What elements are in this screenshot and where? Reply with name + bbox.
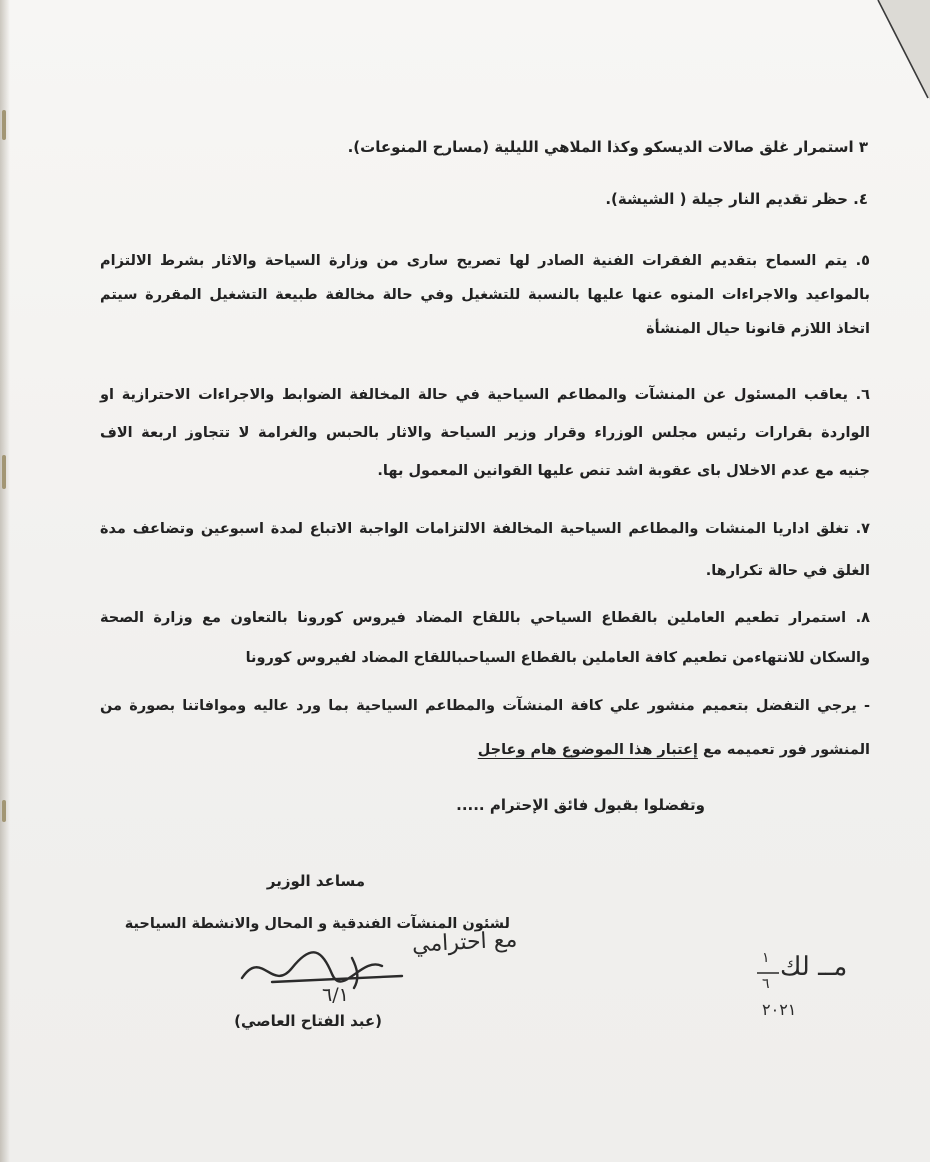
- page-edge-shadow: [0, 0, 10, 1162]
- margin-note-text: مــ لك: [780, 952, 848, 982]
- closing-line: وتفضلوا بقبول فائق الإحترام .....: [456, 796, 705, 814]
- request-paragraph: [100, 684, 870, 772]
- item-8-line: والسكان للانتهاءمن تطعيم كافة العاملين بالقطاع السياحىباللقاح المضاد لفيروس كورونا: [245, 650, 870, 666]
- margin-note-fraction-bottom: ٦: [762, 976, 770, 992]
- signatory-department: لشئون المنشآت الفندقية و المحال والانشطة السياحية: [124, 916, 510, 932]
- signatory-title: مساعد الوزير: [266, 872, 365, 890]
- item-4: ٤. حظر تقديم النار جيلة ( الشيشة).: [605, 190, 868, 208]
- item-5: [100, 244, 870, 346]
- request-line: - يرجي التفضل بتعميم منشور علي كافة المنشآت والمطاعم السياحية بما ورد عاليه وموافاتنا بصورة من: [100, 698, 870, 714]
- folded-corner: [870, 0, 930, 110]
- item-7: [100, 508, 870, 592]
- item-8-line: ٨. استمرار تطعيم العاملين بالقطاع السياحي باللقاح المضاد فيروس كورونا بالتعاون مع وزارة الصحة: [100, 610, 870, 626]
- margin-mark: [2, 110, 6, 140]
- item-5-line: اتخاذ اللازم قانونا حيال المنشأة: [646, 321, 870, 337]
- item-8: [100, 598, 870, 678]
- urgent-emphasis: إعتبار هذا الموضوع هام وعاجل: [477, 742, 698, 758]
- handwritten-note: مع احترامي: [411, 927, 518, 958]
- margin-note-year: ٢٠٢١: [762, 1000, 797, 1019]
- margin-mark: [2, 800, 6, 822]
- request-line-text: المنشور فور تعميمه مع: [703, 742, 870, 758]
- item-6: [100, 376, 870, 490]
- item-5-line: ٥. يتم السماح بتقديم الفقرات الفنية الصادر لها تصريح سارى من وزارة السياحة والاثار بشرط الالتزام: [100, 253, 870, 269]
- item-6-line: ٦. يعاقب المسئول عن المنشآت والمطاعم السياحية في حالة المخالفة الضوابط والاجراءات الاحترازية او: [100, 387, 870, 403]
- signatory-name: (عبد الفتاح العاصي): [234, 1012, 382, 1030]
- item-5-line: بالمواعيد والاجراءات المنوه عنها عليها بالنسبة للتشغيل وفي حالة مخالفة طبيعة التشغيل المقررة سيتم: [100, 287, 870, 303]
- item-3: ٣ استمرار غلق صالات الديسكو وكذا الملاهي الليلية (مسارح المنوعات).: [347, 138, 868, 156]
- margin-note-fraction-top: ١: [762, 950, 770, 966]
- item-7-line: ٧. تغلق اداريا المنشات والمطاعم السياحية المخالفة الالتزامات الواجبة الاتباع لمدة اسبوعين وتضاعف مدة: [100, 521, 870, 537]
- item-6-line: الواردة بقرارات رئيس مجلس الوزراء وقرار وزير السياحة والاثار بالحبس والغرامة لا تتجاوز اربعة الاف: [100, 425, 870, 441]
- margin-mark: [2, 455, 6, 489]
- item-6-line: جنيه مع عدم الاخلال باى عقوبة اشد تنص عليها القوانين المعمول بها.: [377, 463, 870, 479]
- handwritten-date: ٦/١: [322, 984, 349, 1006]
- item-7-line: الغلق في حالة تكرارها.: [705, 563, 870, 579]
- request-line-last: [100, 728, 870, 772]
